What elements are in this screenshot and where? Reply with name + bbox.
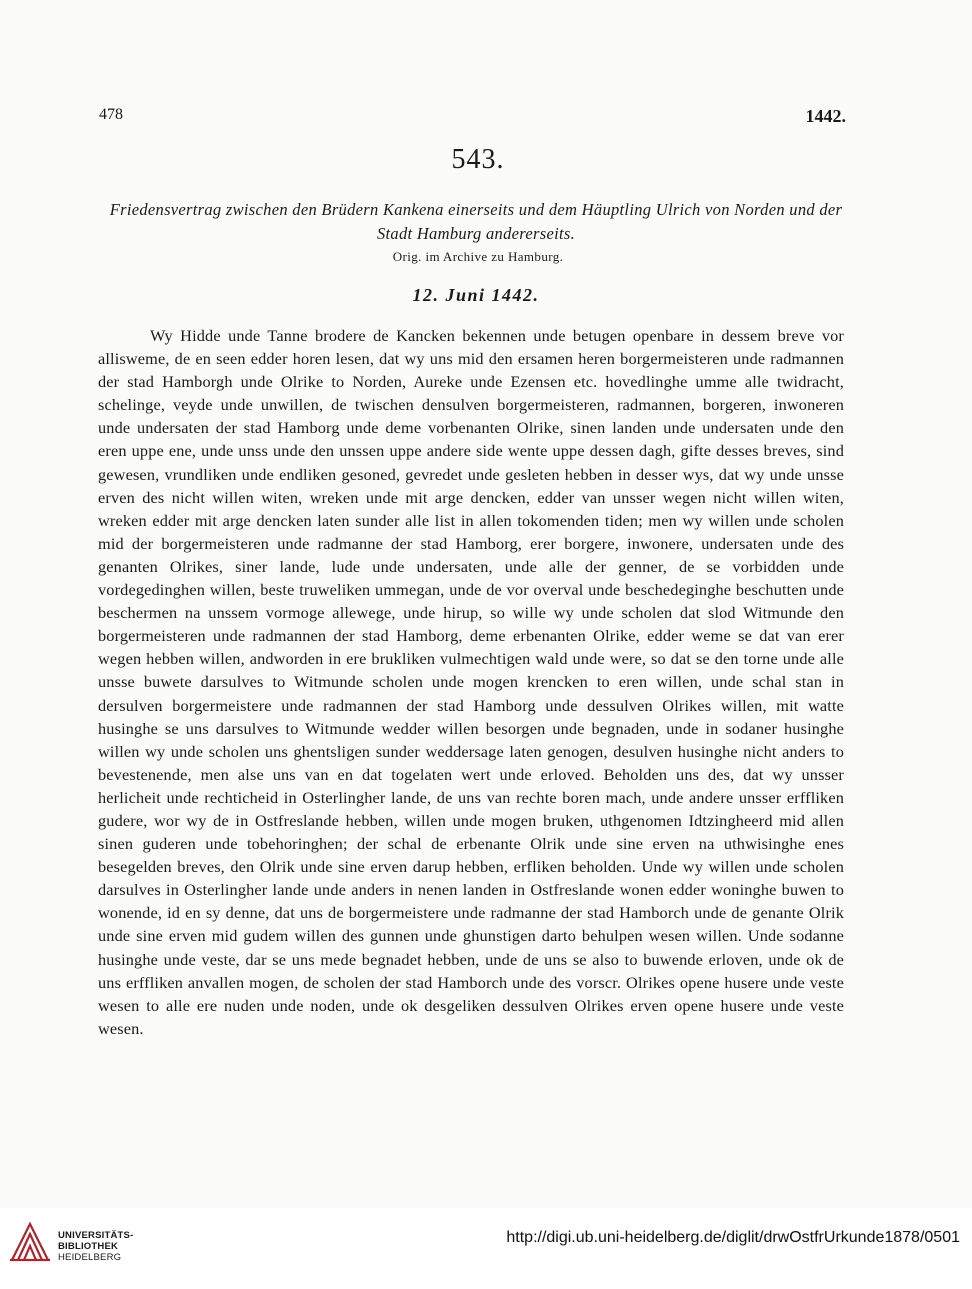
footer-bar: [0, 1208, 972, 1289]
document-date: 12. Juni 1442.: [412, 285, 540, 305]
page-number: 478: [99, 106, 123, 123]
running-head-year: 1442.: [805, 106, 846, 126]
heidelberg-library-logo-icon[interactable]: [8, 1220, 52, 1264]
permalink-url[interactable]: http://digi.ub.uni-heidelberg.de/diglit/drwOstfrUrkunde1878/0501: [506, 1229, 960, 1246]
document-number: 543.: [451, 144, 505, 175]
library-name-line-2: BIBLIOTHEK: [58, 1241, 119, 1252]
library-name-line-3: HEIDELBERG: [58, 1252, 122, 1263]
library-name: [58, 1230, 133, 1263]
document-title: Friedensvertrag zwischen den Brüdern Kankena einerseits und dem Häuptling Ulrich von Norden und der Stadt Hamburg andererseits.: [109, 200, 843, 243]
document-body: Wy Hidde unde Tanne brodere de Kancken bekennen unde betugen openbare in dessem breve vor allisweme, de en seen edder horen lesen, dat wy uns mid den ersamen heren borgermeisteren unde radmannen der stad Hamborgh unde Olrike to Norden, Aureke unde Ezensen etc. hovedlinghe umme alle twidracht, schelinge, veyde unde unwillen, de twischen densulven borgermeisteren, radmannen, borgeren, inwoneren unde undersaten der stad Hamborg unde deme vorbenanten Olrike, sinen landen unde undersaten unde den eren uppe ene, unde unss unde den unssen uppe andere side wente uppe dessen dagh, gifte desses breves, sind gewesen, vrundliken unde endliken gesoned, gevredet unde gesleten hebben in desser wys, dat wy unde unsse erven des nicht willen witen, wreken unde mit arge dencken, edder van unsser wegen nicht willen witen, wreken edder mit arge dencken laten sunder alle list in allen tokomenden tiden; men wy willen unde scholen mid der borgermeisteren unde radmanne der stad Hamborg, erer borgere, inwonere, undersaten unde des genanten Olrikes, siner lande, lude unde undersaten, unde alle der genner, de se vorbidden unde vordegedinghen willen, beste truweliken ummegan, unde de vor overval unde beschedeginghe beschutten unde beschermen na unssem vormoge allewege, unde hirup, so wille wy unde scholen dat slod Witmunde den borgermeisteren unde radmannen der stad Hamborg, deme erbenanten Olrike, edder weme se dat van erer wegen hebben willen, andworden in ere brukliken vulmechtigen wald unde were, so dat se den torne unde alle unsse buwete darsulves to Witmunde scholen unde mogen krencken to eren willen, unde schal stan in dersulven borgermeistere unde radmannen der stad Hamborg unde dessulven Olrikes willen, mit watte husinghe se uns darsulves to Witmunde wedder willen besorgen unde begnaden, unde in sodaner husinghe willen wy unde scholen uns ghentsligen sunder weddersage laten genogen, desulven husinghe nicht anders to bevestenende, men alse uns van en dat togelaten wert unde erloved. Beholden uns des, dat wy unsser herlicheit unde rechticheid in Osterlingher lande, de uns van rechte boren mach, unde andere unsser erffliken gudere, wor wy de in Ostfreslande hebben, willen unde mogen bruken, uthgenomen Idtzingheerd mid allen sinen guderen unde tobehoringhen; der schal de erbenante Olrik unde sine erven na uthwisinghe enes besegelden breves, den Olrik unde sine erven darup hebben, erfliken beholden. Unde wy willen unde scholen darsulves in Osterlingher lande unde anders in nenen landen in Ostfreslande wonen edder woninghe buwen to wonende, id en sy denne, dat uns de borgermeistere unde radmanne der stad Hamborch unde de genante Olrik unde sine erven mid gudem willen des gunnen unde ghunstigen darto behulpen wesen willen. Unde sodanne husinghe unde veste, dar se uns mede begnadet hebben, unde de uns se also to buwende erloven, unde ok de uns erffliken anvallen mogen, de scholen der stad Hamborch unde des vorscr. Olrikes opene husere unde veste wesen to alle ere nuden unde noden, unde ok desgeliken dessulven Olrikes erven opene husere unde veste wesen.: [98, 326, 844, 1038]
library-name-line-1: UNIVERSITÄTS-: [58, 1230, 134, 1241]
source-note: Orig. im Archive zu Hamburg.: [392, 249, 564, 264]
